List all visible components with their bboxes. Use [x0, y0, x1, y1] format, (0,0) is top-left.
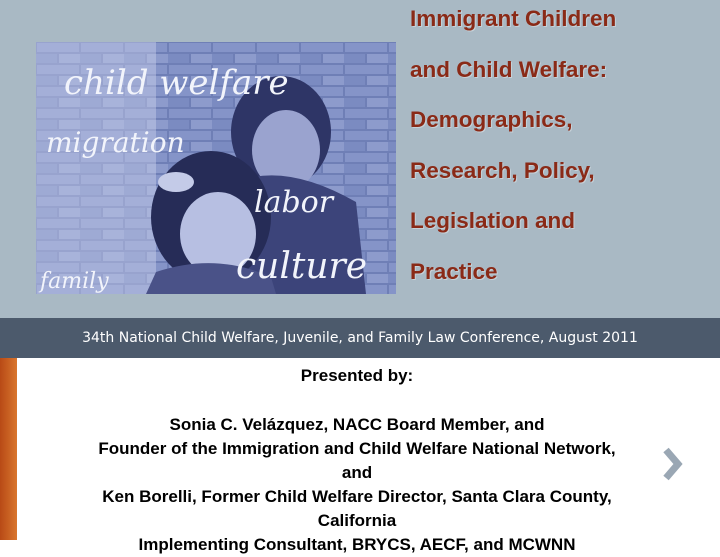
presenter-line: Implementing Consultant, BRYCS, AECF, and MCWNN: [138, 535, 576, 554]
title-line: Immigrant Children: [410, 6, 617, 31]
presented-by-label: Presented by:: [300, 366, 414, 385]
presenter-line: Ken Borelli, Former Child Welfare Director, Santa Clara County,: [102, 487, 612, 506]
photo-word-migration: migration: [46, 126, 185, 159]
slide-title: [410, 4, 710, 307]
title-line: Research, Policy,: [410, 157, 595, 183]
title-line: Legislation and: [410, 208, 576, 233]
photo-word-child-welfare: child welfare: [64, 63, 289, 103]
title-line: Practice: [410, 258, 498, 284]
presenter-list: [20, 413, 694, 557]
title-line: Demographics,: [410, 107, 573, 132]
presenter-line: California: [317, 511, 397, 530]
slide-photo: [36, 42, 396, 294]
photo-word-family: family: [40, 269, 109, 294]
presenter-line: Founder of the Immigration and Child Welfare National Network,: [98, 439, 616, 458]
next-slide-button[interactable]: [660, 442, 688, 486]
chevron-right-icon: [660, 442, 688, 486]
presenter-line: and: [341, 463, 373, 482]
conference-banner: 34th National Child Welfare, Juvenile, and Family Law Conference, August 2011: [0, 318, 720, 358]
presenter-line: Sonia C. Velázquez, NACC Board Member, and: [169, 415, 545, 434]
photo-word-labor: labor: [254, 185, 334, 220]
title-line: and Child Welfare:: [410, 56, 608, 82]
photo-word-culture: culture: [236, 246, 368, 287]
